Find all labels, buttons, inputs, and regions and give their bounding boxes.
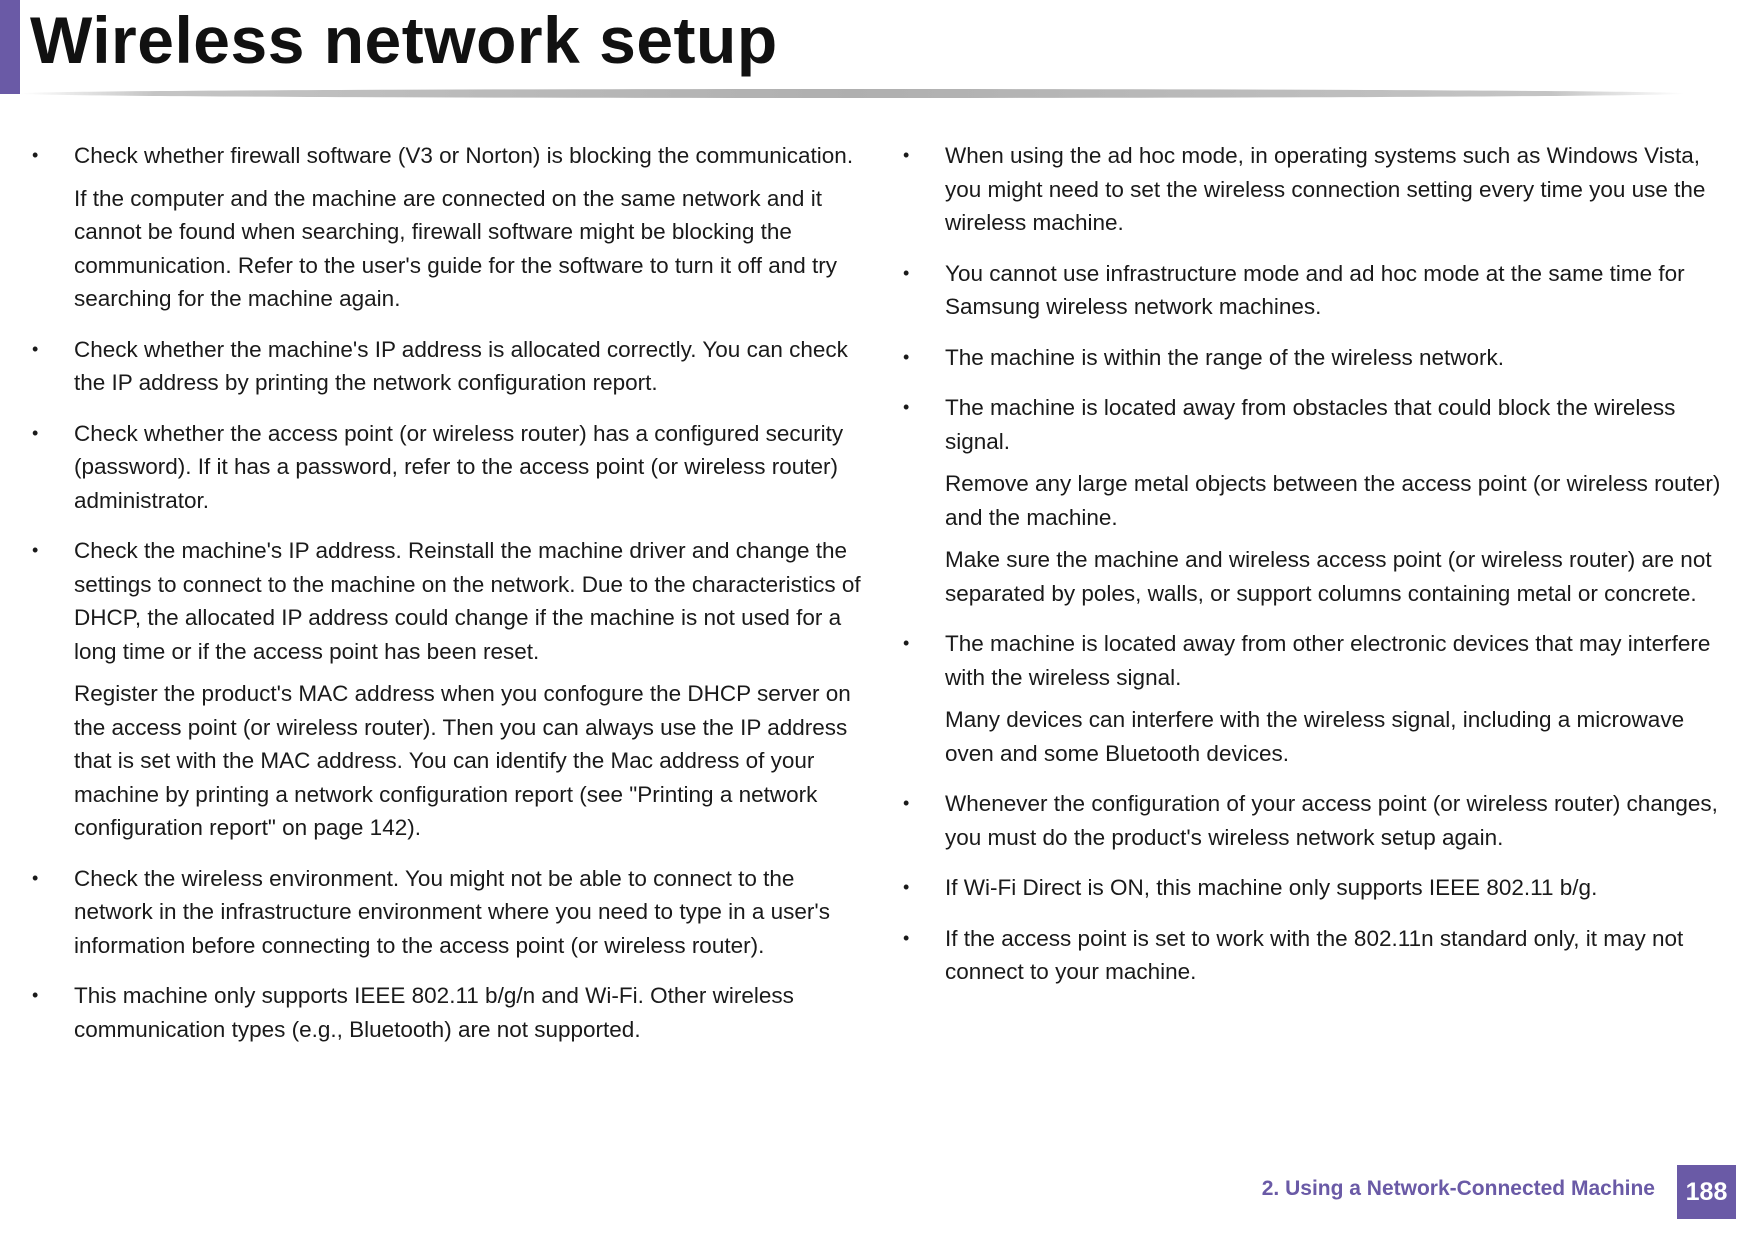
bullet-subparagraph: Register the product's MAC address when you confogure the DHCP server on the access point (or wireless router). Then you can always use the IP address that is set with the MAC address. You can identify the Mac address of your machine by printing a network configuration report (see "Printing a network configuration report" on page 142).	[74, 681, 851, 840]
bullet-text: When using the ad hoc mode, in operating systems such as Windows Vista, you might need to set the wireless connection setting every time you use the wireless machine.	[945, 143, 1706, 235]
bullet-marker: •	[32, 867, 39, 888]
bullet-text: If Wi-Fi Direct is ON, this machine only supports IEEE 802.11 b/g.	[945, 875, 1598, 900]
bullet-marker: •	[32, 540, 39, 560]
left-column	[32, 139, 864, 1063]
bullet-text: The machine is located away from obstacles that could block the wireless signal.	[945, 395, 1676, 454]
page-title: Wireless network setup	[30, 3, 778, 77]
bullet-subparagraph: Make sure the machine and wireless access point (or wireless router) are not separated by poles, walls, or support columns containing metal or concrete.	[945, 547, 1712, 606]
bullet-marker: •	[32, 338, 39, 359]
bullet-marker: •	[903, 145, 910, 165]
bullet-text: The machine is within the range of the wireless network.	[945, 344, 1505, 370]
bullet-item	[903, 787, 1735, 854]
bullet-text: Check whether the access point (or wireless router) has a configured security (password). If it has a password, refer to the access point (or wireless router) administrator.	[74, 420, 844, 513]
bullet-marker: •	[903, 633, 910, 653]
bullet-subparagraph: Many devices can interfere with the wireless signal, including a microwave oven and some Bluetooth devices.	[945, 707, 1685, 766]
title-accent-bar	[0, 0, 20, 94]
bullet-marker: •	[903, 346, 910, 367]
bullet-text: Check whether firewall software (V3 or Norton) is blocking the communication.	[74, 143, 854, 168]
bullet-text: Whenever the configuration of your access point (or wireless router) changes, you must do the product's wireless network setup again.	[945, 791, 1718, 850]
bullet-marker: •	[903, 927, 910, 948]
bullet-text: If the access point is set to work with the 802.11n standard only, it may not connect to your machine.	[945, 925, 1684, 984]
bullet-item	[903, 922, 1735, 989]
bullet-subparagraph: If the computer and the machine are connected on the same network and it cannot be found when searching, firewall software might be blocking the communication. Refer to the user's guide for the software to turn it off and try searching for the machine again.	[74, 185, 838, 311]
title-underline	[20, 89, 1685, 98]
bullet-item	[32, 139, 864, 316]
bullet-item	[903, 139, 1735, 240]
bullet-marker: •	[32, 422, 39, 443]
bullet-item	[32, 333, 864, 400]
bullet-marker: •	[903, 262, 910, 283]
bullet-item	[903, 871, 1735, 905]
bullet-marker: •	[32, 145, 39, 165]
right-column	[903, 139, 1735, 1006]
bullet-text: This machine only supports IEEE 802.11 b/g/n and Wi-Fi. Other wireless communication types (e.g., Bluetooth) are not supported.	[74, 983, 794, 1042]
bullet-marker: •	[903, 397, 910, 417]
page-number-badge: 188	[1677, 1165, 1736, 1219]
bullet-text: Check whether the machine's IP address is allocated correctly. You can check the IP address by printing the network configuration report.	[74, 336, 848, 395]
bullet-text: Check the wireless environment. You might not be able to connect to the network in the infrastructure environment where you need to type in a user's information before connecting to the access point (or wireless router).	[74, 865, 830, 958]
bullet-item	[32, 417, 864, 518]
bullet-text: The machine is located away from other electronic devices that may interfere with the wireless signal.	[945, 631, 1711, 690]
bullet-item	[903, 391, 1735, 610]
bullet-item	[903, 341, 1735, 375]
bullet-item	[32, 534, 864, 845]
bullet-marker: •	[903, 793, 910, 813]
bullet-item	[903, 257, 1735, 324]
bullet-item	[32, 862, 864, 963]
bullet-text: Check the machine's IP address. Reinstall the machine driver and change the settings to connect to the machine on the network. Due to the characteristics of DHCP, the allocated IP address could change if the machine is not used for a long time or if the access point has been reset.	[74, 538, 861, 664]
bullet-marker: •	[903, 877, 910, 897]
bullet-text: You cannot use infrastructure mode and ad hoc mode at the same time for Samsung wireless network machines.	[945, 260, 1685, 319]
bullet-item	[903, 627, 1735, 770]
footer-chapter-title: 2. Using a Network-Connected Machine	[1261, 1177, 1655, 1200]
bullet-item	[32, 979, 864, 1046]
bullet-marker: •	[32, 985, 39, 1005]
bullet-subparagraph: Remove any large metal objects between the access point (or wireless router) and the machine.	[945, 471, 1721, 530]
